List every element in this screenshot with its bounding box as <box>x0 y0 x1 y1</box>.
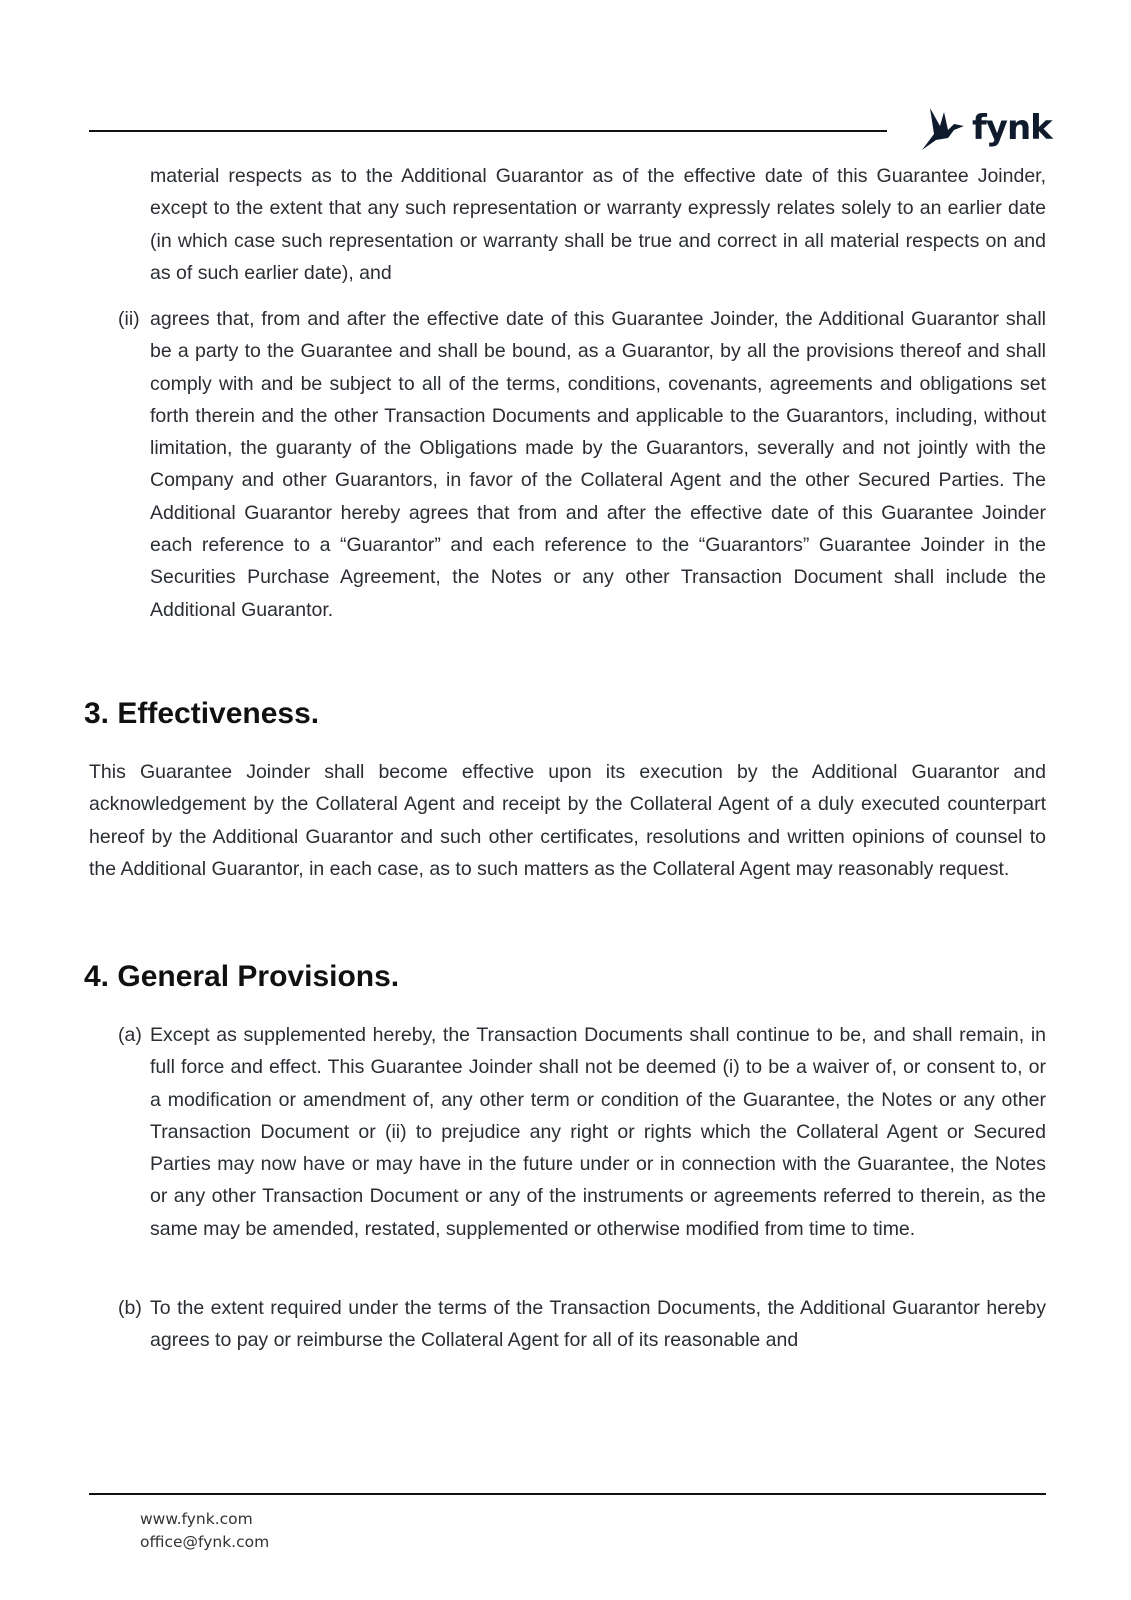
effectiveness-paragraph: This Guarantee Joinder shall become effective upon its execution by the Additional Guarantor and acknowledgement by the Collateral Agent and receipt by the Collateral Agent of a duly executed counterpart hereof by the Additional Guarantor and such other certificates, resolutions and written opinions of counsel to the Additional Guarantor, in each case, as to such matters as the Collateral Agent may reasonably request. <box>89 761 1046 880</box>
brand-name: fynk <box>972 108 1052 148</box>
list-item-text: Except as supplemented hereby, the Transaction Documents shall continue to be, and shall remain, in full force and effect. This Guarantee Joinder shall not be deemed (i) to be a waiver of, or consent to, or a modification or amendment of, any other term or condition of the Guarantee, the Notes or any other Transaction Document or (ii) to prejudice any right or rights which the Collateral Agent or Secured Parties may now have or may have in the future under or in connection with the Guarantee, the Notes or any other Transaction Document or any of the instruments or agreements referred to therein, as the same may be amended, restated, supplemented or otherwise modified from time to time. <box>150 1024 1046 1240</box>
header-rule <box>89 130 887 132</box>
section-heading-general-provisions: 4. General Provisions. <box>84 960 400 993</box>
footer-email-link[interactable]: office@fynk.com <box>140 1533 270 1551</box>
bird-icon <box>920 104 966 152</box>
list-marker: (ii) <box>118 308 140 330</box>
list-marker: (a) <box>118 1024 142 1046</box>
list-item-text: To the extent required under the terms of the Transaction Documents, the Additional Guarantor hereby agrees to pay or reimburse the Collateral Agent for all of its reasonable and <box>150 1297 1046 1352</box>
section-heading-effectiveness: 3. Effectiveness. <box>84 697 320 730</box>
footer-rule <box>89 1493 1046 1495</box>
list-marker: (b) <box>118 1297 142 1319</box>
brand-logo <box>920 104 1052 152</box>
list-item-text: agrees that, from and after the effective date of this Guarantee Joinder, the Additional Guarantor shall be a party to the Guarantee and shall be bound, as a Guarantor, by all the provisions thereof and shall comply with and be subject to all of the terms, conditions, covenants, agreements and obligations set forth therein and the other Transaction Documents and applicable to the Guarantors, including, without limitation, the guaranty of the Obligations made by the Guarantors, severally and not jointly with the Company and other Guarantors, in favor of the Collateral Agent and the other Secured Parties. The Additional Guarantor hereby agrees that from and after the effective date of this Guarantee Joinder each reference to a “Guarantor” and each reference to the “Guarantors” Guarantee Joinder in the Securities Purchase Agreement, the Notes or any other Transaction Document shall include the Additional Guarantor. <box>150 308 1046 621</box>
footer-website-link[interactable]: www.fynk.com <box>140 1510 253 1528</box>
continued-paragraph: material respects as to the Additional Guarantor as of the effective date of this Guarantee Joinder, except to the extent that any such representation or warranty expressly relates solely to an earlier date (in which case such representation or warranty shall be true and correct in all material respects on and as of such earlier date), and <box>150 165 1046 284</box>
